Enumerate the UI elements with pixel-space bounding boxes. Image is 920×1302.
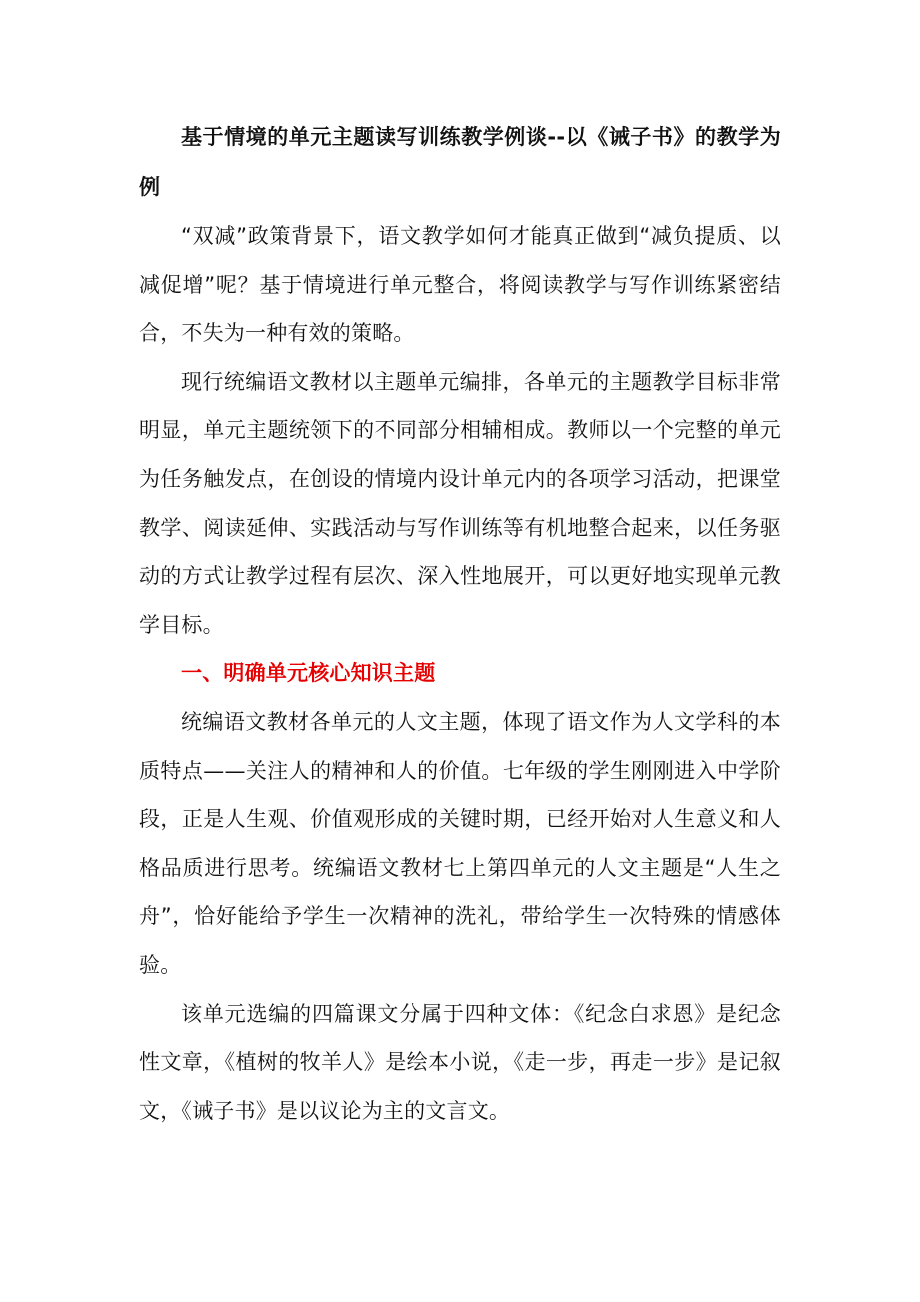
- section-heading: 一、明确单元核心知识主题: [181, 661, 436, 686]
- section-paragraph: 该单元选编的四篇课文分属于四种文体：《纪念白求恩》是纪念性文章，《植树的牧羊人》是绘本小说，《走一步，再走一步》是记叙文，《诫子书》是以议论为主的文言文。: [139, 1001, 781, 1123]
- body-paragraph: 现行统编语文教材以主题单元编排，各单元的主题教学目标非常明显，单元主题统领下的不同部分相辅相成。教师以一个完整的单元为任务触发点，在创设的情境内设计单元内的各项学习活动，把课堂教学、阅读延伸、实践活动与写作训练等有机地整合起来，以任务驱动的方式让教学过程有层次、深入性地展开，可以更好地实现单元教学目标。: [139, 369, 781, 637]
- section-paragraph: 统编语文教材各单元的人文主题，体现了语文作为人文学科的本质特点——关注人的精神和人的价值。七年级的学生刚刚进入中学阶段，正是人生观、价值观形成的关键时期，已经开始对人生意义和人格品质进行思考。统编语文教材七上第四单元的人文主题是“人生之舟”，恰好能给予学生一次精神的洗礼，带给学生一次特殊的情感体验。: [139, 709, 781, 977]
- intro-paragraph: “双减”政策背景下，语文教学如何才能真正做到“减负提质、以减促增”呢？基于情境进行单元整合，将阅读教学与写作训练紧密结合，不失为一种有效的策略。: [139, 224, 781, 346]
- document-title: 基于情境的单元主题读写训练教学例谈--以《诫子书》的教学为例: [139, 125, 781, 199]
- document-body: [139, 112, 781, 1135]
